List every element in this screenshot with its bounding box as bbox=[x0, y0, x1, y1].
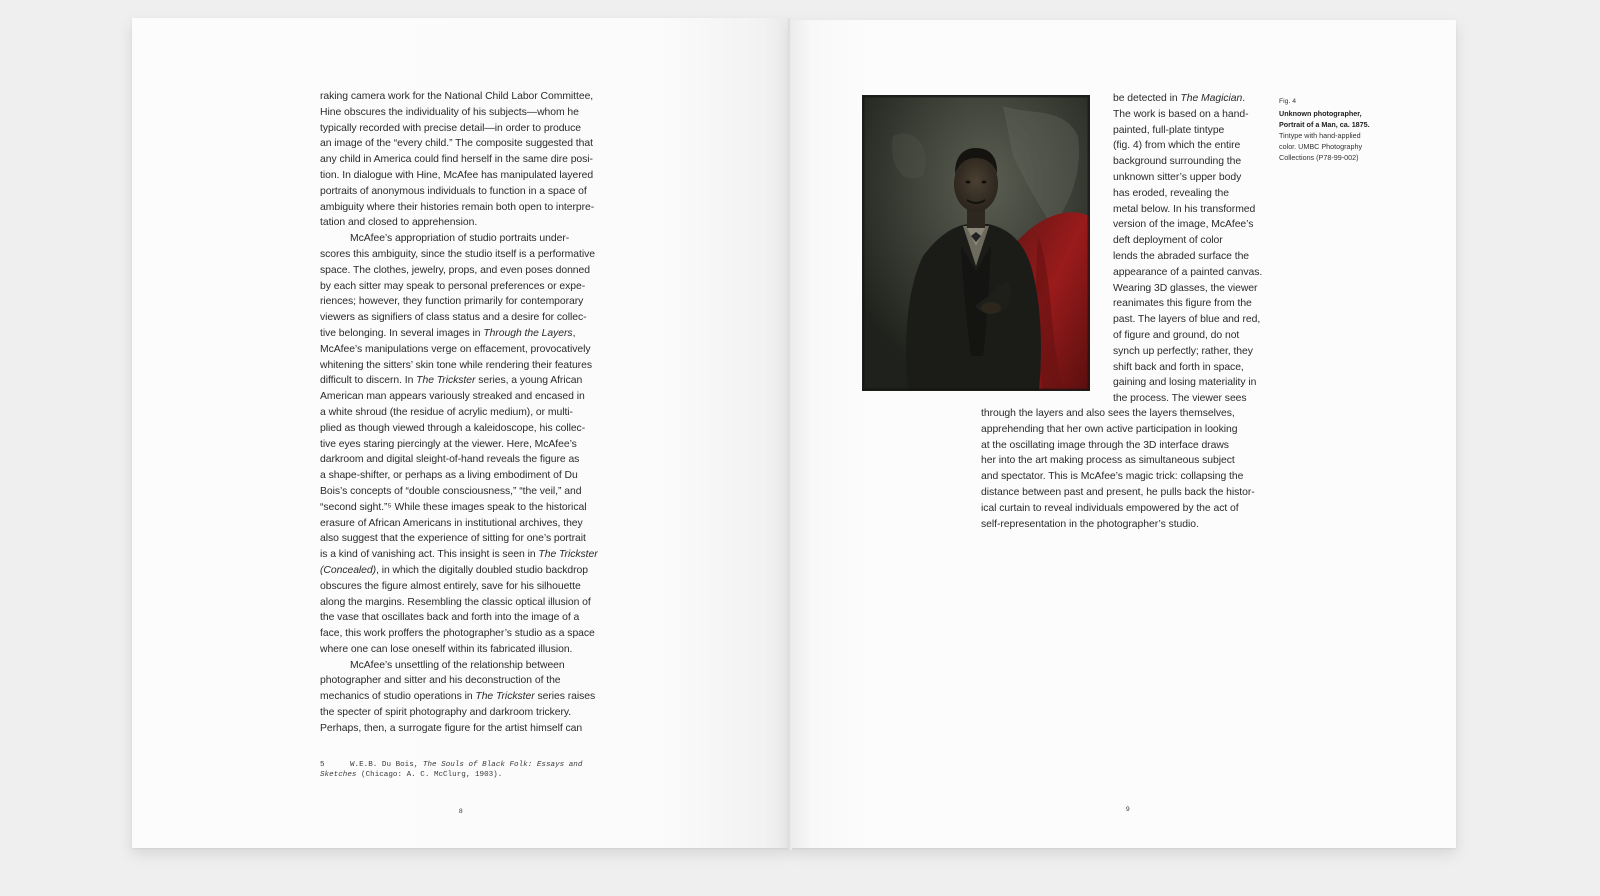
text-segment: be detected in bbox=[1113, 93, 1181, 104]
text-line: a white shroud (the residue of acrylic medium), or multi- bbox=[320, 406, 573, 418]
right-page-narrow-text bbox=[1113, 91, 1273, 407]
text-line: whitening the sitters’ skin tone while rendering their features bbox=[320, 359, 592, 371]
book-gutter bbox=[788, 18, 792, 850]
text-line: The work is based on a hand- bbox=[1113, 108, 1249, 120]
text-line: her into the art making process as simultaneous subject bbox=[981, 455, 1235, 467]
text-line: gaining and losing materiality in bbox=[1113, 377, 1257, 389]
text-line: any child in America could find herself in the same dire posi- bbox=[320, 154, 593, 166]
text-line: plied as though viewed through a kaleidoscope, his collec- bbox=[320, 422, 586, 434]
text-line: riences; however, they function primarily for contemporary bbox=[320, 296, 584, 308]
footnote-text: W.E.B. Du Bois, bbox=[350, 761, 423, 769]
text-line: deft deployment of color bbox=[1113, 235, 1223, 247]
text-line bbox=[320, 373, 612, 389]
text-line: version of the image, McAfee’s bbox=[1113, 219, 1254, 231]
text-line: reanimates this figure from the bbox=[1113, 298, 1252, 310]
text-line: typically recorded with precise detail—in order to produce bbox=[320, 122, 582, 134]
text-line bbox=[1113, 91, 1273, 107]
caption-fig-label: Fig. 4 bbox=[1279, 98, 1296, 105]
text-line: distance between past and present, he pulls back the histor- bbox=[981, 486, 1255, 498]
text-line: (fig. 4) from which the entire bbox=[1113, 140, 1241, 152]
tintype-portrait-image bbox=[862, 95, 1090, 391]
text-line: the process. The viewer sees bbox=[1113, 393, 1247, 405]
text-line: photographer and sitter and his deconstruction of the bbox=[320, 675, 561, 687]
text-line: darkroom and digital sleight-of-hand reveals the figure as bbox=[320, 454, 580, 466]
text-line: ambiguity where their histories remain both open to interpre- bbox=[320, 201, 595, 213]
footnote-title-cont: Sketches bbox=[320, 771, 357, 779]
text-line: background surrounding the bbox=[1113, 156, 1242, 168]
text-line: McAfee’s appropriation of studio portraits under- bbox=[350, 233, 570, 245]
text-line: lends the abraded surface the bbox=[1113, 250, 1250, 262]
footnote-title: The Souls of Black Folk: Essays and bbox=[422, 761, 583, 769]
footnote-number: 5 bbox=[320, 761, 325, 769]
text-line: along the margins. Resembling the classic optical illusion of bbox=[320, 596, 591, 608]
caption-title-line: Portrait of a Man, ca. 1875. bbox=[1279, 120, 1370, 129]
text-line: space. The clothes, jewelry, props, and even poses donned bbox=[320, 264, 590, 276]
text-line: shift back and forth in space, bbox=[1113, 361, 1244, 373]
right-page-wide-text bbox=[981, 406, 1273, 532]
text-line: obscures the figure almost entirely, save for his silhouette bbox=[320, 580, 581, 592]
text-line bbox=[320, 547, 612, 563]
caption-detail-line: color. UMBC Photography bbox=[1279, 142, 1363, 151]
footnote bbox=[320, 760, 610, 780]
text-line: unknown sitter’s upper body bbox=[1113, 171, 1242, 183]
text-line bbox=[320, 326, 612, 342]
text-segment: . bbox=[1242, 93, 1246, 104]
text-line: at the oscillating image through the 3D interface draws bbox=[981, 439, 1229, 451]
text-line: self-representation in the photographer’s studio. bbox=[981, 518, 1199, 530]
page-number-left: 8 bbox=[459, 808, 463, 815]
text-line: of figure and ground, do not bbox=[1113, 329, 1240, 341]
text-line: ical curtain to reveal individuals empowered by the act of bbox=[981, 502, 1239, 514]
text-line: a shape-shifter, or perhaps as a living embodiment of Du bbox=[320, 470, 578, 482]
text-line: erasure of African Americans in institutional archives, they bbox=[320, 517, 583, 529]
text-line: where one can lose oneself within its fabricated illusion. bbox=[320, 643, 573, 655]
text-line: scores this ambiguity, since the studio itself is a performative bbox=[320, 248, 595, 260]
text-line: Wearing 3D glasses, the viewer bbox=[1113, 282, 1258, 294]
text-line: metal below. In his transformed bbox=[1113, 203, 1256, 215]
caption-detail-line: Tintype with hand-applied bbox=[1279, 131, 1361, 140]
text-segment: is a kind of vanishing act. This insight is seen in bbox=[320, 549, 539, 561]
italic-title: The Trickster bbox=[475, 691, 535, 703]
text-line: by each sitter may speak to personal preferences or expe- bbox=[320, 280, 586, 292]
text-line: face, this work proffers the photographer’s studio as a space bbox=[320, 628, 595, 640]
text-line: tion. In dialogue with Hine, McAfee has manipulated layered bbox=[320, 169, 594, 181]
text-line: and spectator. This is McAfee’s magic trick: collapsing the bbox=[981, 471, 1244, 483]
text-line: synch up perfectly; rather, they bbox=[1113, 345, 1253, 357]
text-segment: mechanics of studio operations in bbox=[320, 691, 476, 703]
text-line: Hine obscures the individuality of his subjects—whom he bbox=[320, 106, 579, 118]
text-line: viewers as signifiers of class status and a desire for collec- bbox=[320, 312, 587, 324]
caption-title-line: Unknown photographer, bbox=[1279, 109, 1362, 118]
text-segment: series raises bbox=[534, 691, 596, 703]
text-line bbox=[320, 563, 612, 579]
italic-title: (Concealed) bbox=[320, 564, 377, 576]
text-segment: series, a young African bbox=[475, 375, 583, 387]
text-line: tation and closed to apprehension. bbox=[320, 217, 478, 229]
text-line: McAfee’s unsettling of the relationship between bbox=[350, 659, 565, 671]
text-line: raking camera work for the National Child Labor Committee, bbox=[320, 91, 594, 102]
italic-title: The Trickster bbox=[538, 549, 598, 561]
caption-detail-line: Collections (P78-99-002) bbox=[1279, 153, 1359, 162]
text-line: tive eyes staring piercingly at the viewer. Here, McAfee’s bbox=[320, 438, 577, 450]
italic-title: Through the Layers bbox=[483, 327, 573, 339]
text-line: McAfee’s manipulations verge on effacement, provocatively bbox=[320, 343, 591, 355]
text-segment: , bbox=[572, 327, 576, 339]
text-line bbox=[320, 689, 612, 705]
italic-title: The Magician bbox=[1180, 93, 1243, 104]
text-line: the vase that oscillates back and forth into the image of a bbox=[320, 612, 580, 624]
text-line: Perhaps, then, a surrogate figure for the artist himself can bbox=[320, 722, 583, 734]
text-segment: difficult to discern. In bbox=[320, 375, 417, 387]
text-line: has eroded, revealing the bbox=[1113, 187, 1230, 199]
text-line: appearance of a painted canvas. bbox=[1113, 266, 1263, 278]
figure-caption bbox=[1279, 96, 1399, 163]
text-line: apprehending that her own active participation in looking bbox=[981, 423, 1238, 435]
text-segment: , in which the digitally doubled studio backdrop bbox=[376, 564, 588, 576]
italic-title: The Trickster bbox=[416, 375, 476, 387]
text-line: through the layers and also sees the layers themselves, bbox=[981, 408, 1235, 419]
text-line: painted, full-plate tintype bbox=[1113, 124, 1225, 136]
text-line: past. The layers of blue and red, bbox=[1113, 314, 1261, 326]
text-line: American man appears variously streaked and encased in bbox=[320, 391, 585, 403]
text-line: also suggest that the experience of sitting for one’s portrait bbox=[320, 533, 586, 545]
text-line: the specter of spirit photography and darkroom trickery. bbox=[320, 707, 572, 719]
footnote-publisher: (Chicago: A. C. McClurg, 1903). bbox=[356, 771, 503, 779]
text-segment: tive belonging. In several images in bbox=[320, 327, 484, 339]
page-number-right: 9 bbox=[1126, 806, 1130, 813]
text-line: Bois’s concepts of “double consciousness,” “the veil,” and bbox=[320, 485, 582, 497]
left-page-body-text bbox=[320, 89, 612, 737]
text-line: an image of the “every child.” The composite suggested that bbox=[320, 138, 593, 150]
text-line: portraits of anonymous individuals to function in a space of bbox=[320, 185, 587, 197]
text-line: “second sight.”⁵ While these images speak to the historical bbox=[320, 501, 587, 513]
